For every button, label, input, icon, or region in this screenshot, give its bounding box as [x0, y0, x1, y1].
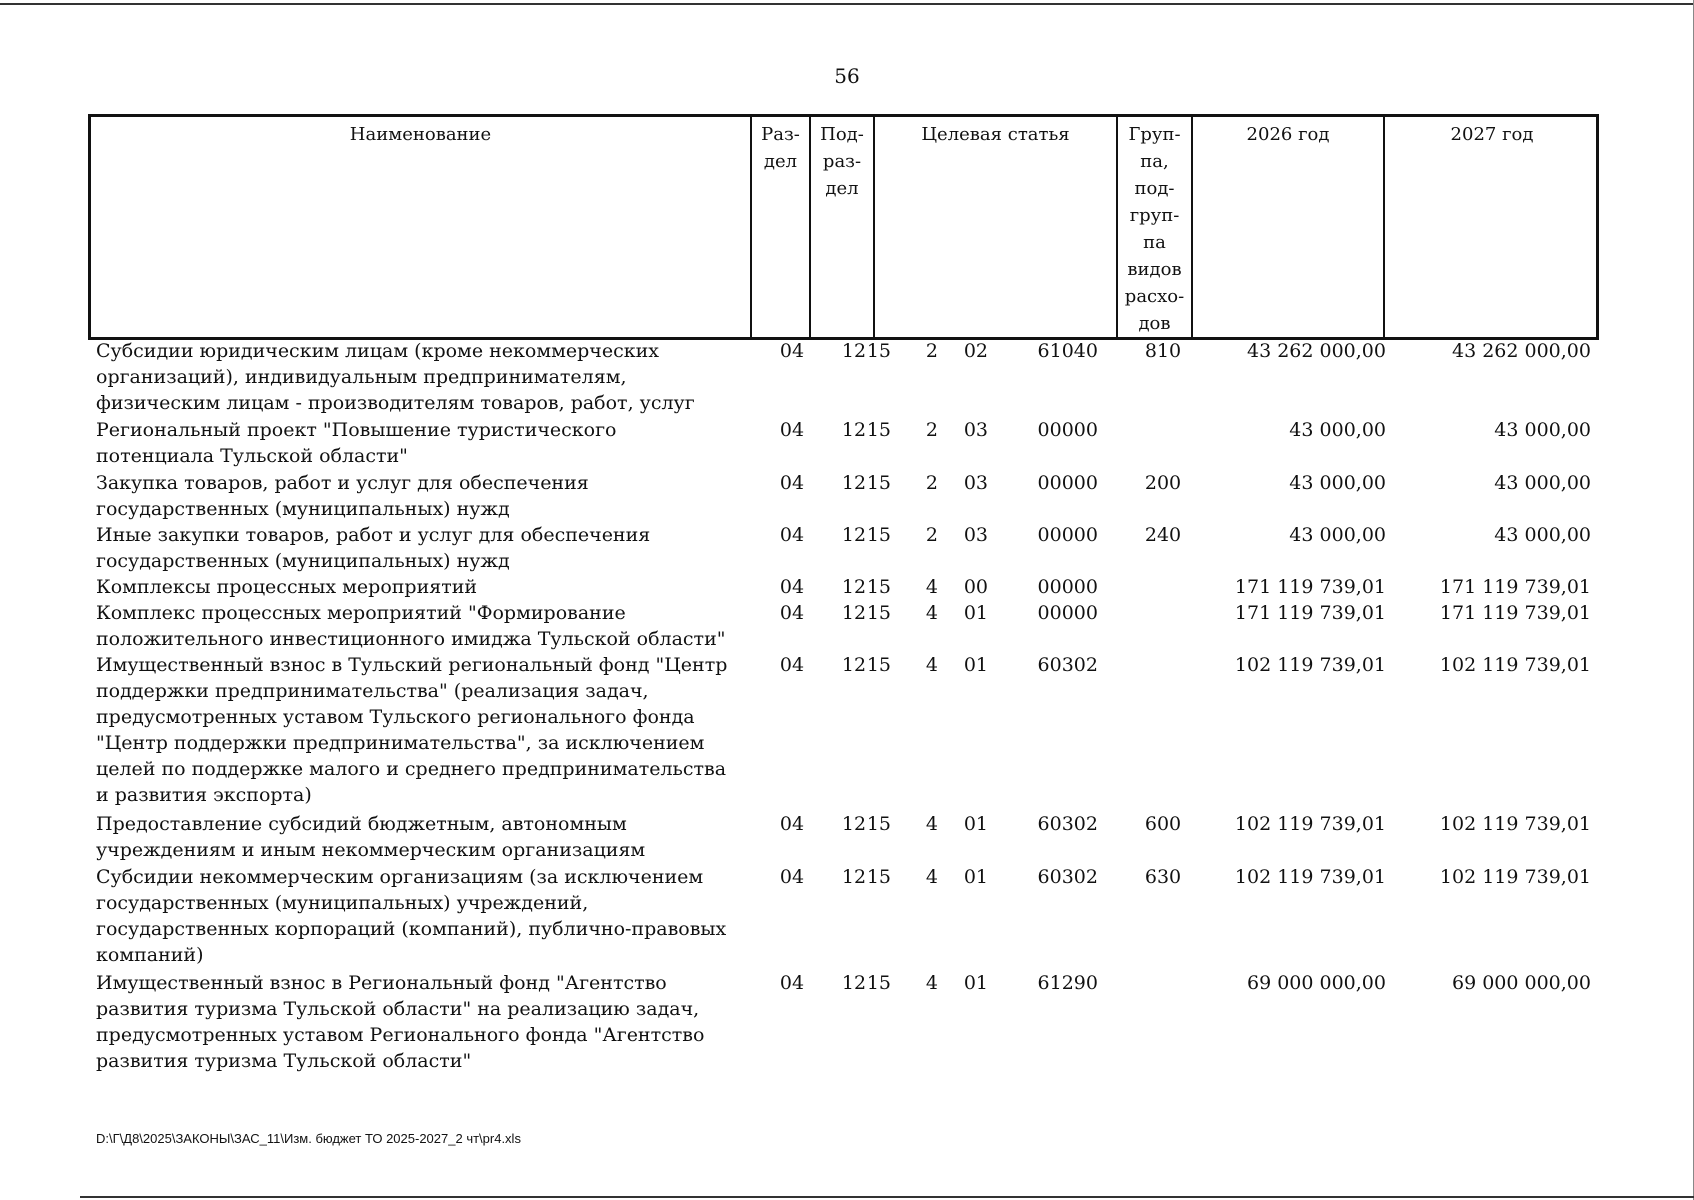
target-part2-cell: 4 [925, 576, 938, 598]
amount-2027-cell: 43 262 000,00 [1451, 340, 1591, 362]
amount-2026-cell: 102 119 739,01 [1234, 866, 1386, 888]
target-part2-cell: 4 [925, 972, 938, 994]
subsection-cell: 12 [841, 602, 867, 624]
target-part4-cell: 00000 [1037, 576, 1098, 598]
target-part1-cell: 15 [866, 602, 891, 624]
target-part1-cell: 15 [866, 576, 891, 598]
subsection-cell: 12 [841, 972, 867, 994]
amount-2027-cell: 171 119 739,01 [1439, 602, 1591, 624]
header-divider [1383, 117, 1385, 337]
target-part4-cell: 60302 [1037, 813, 1098, 835]
amount-2027-cell: 43 000,00 [1494, 472, 1591, 494]
amount-2027-cell: 171 119 739,01 [1439, 576, 1591, 598]
header-divider [873, 117, 875, 337]
target-part4-cell: 61040 [1037, 340, 1098, 362]
target-part1-cell: 15 [866, 472, 891, 494]
amount-2026-cell: 69 000 000,00 [1246, 972, 1386, 994]
target-part2-cell: 2 [925, 419, 938, 441]
target-part3-cell: 03 [963, 419, 988, 441]
header-section: Раз- дел [761, 124, 800, 172]
amount-2026-cell: 102 119 739,01 [1234, 813, 1386, 835]
target-part3-cell: 03 [963, 524, 988, 546]
amount-2026-cell: 43 262 000,00 [1246, 340, 1386, 362]
expense-group-cell: 600 [1144, 813, 1182, 835]
target-part1-cell: 15 [866, 524, 891, 546]
header-year-2026: 2026 год [1246, 124, 1330, 145]
subsection-cell: 12 [841, 524, 867, 546]
amount-2027-cell: 102 119 739,01 [1439, 813, 1591, 835]
target-part4-cell: 00000 [1037, 602, 1098, 624]
header-name: Наименование [349, 124, 492, 145]
target-part2-cell: 2 [925, 472, 938, 494]
section-cell: 04 [779, 472, 805, 494]
subsection-cell: 12 [841, 576, 867, 598]
amount-2026-cell: 43 000,00 [1289, 419, 1386, 441]
section-cell: 04 [779, 602, 805, 624]
row-name: Комплекс процессных мероприятий "Формирование положительного инвестиционного имиджа Тульской области" [96, 602, 726, 650]
amount-2027-cell: 102 119 739,01 [1439, 654, 1591, 676]
section-cell: 04 [779, 972, 805, 994]
target-part2-cell: 4 [925, 813, 938, 835]
amount-2026-cell: 171 119 739,01 [1234, 576, 1386, 598]
scan-border-top [0, 3, 1694, 5]
target-part3-cell: 01 [963, 972, 988, 994]
target-part2-cell: 4 [925, 654, 938, 676]
target-part4-cell: 60302 [1037, 654, 1098, 676]
amount-2026-cell: 171 119 739,01 [1234, 602, 1386, 624]
target-part3-cell: 01 [963, 866, 988, 888]
section-cell: 04 [779, 654, 805, 676]
amount-2027-cell: 69 000 000,00 [1451, 972, 1591, 994]
row-name: Комплексы процессных мероприятий [96, 576, 478, 598]
header-year-2027: 2027 год [1450, 124, 1534, 145]
amount-2027-cell: 43 000,00 [1494, 524, 1591, 546]
table-header [88, 114, 1599, 340]
target-part3-cell: 01 [963, 654, 988, 676]
expense-group-cell: 630 [1144, 866, 1182, 888]
target-part3-cell: 03 [963, 472, 988, 494]
amount-2027-cell: 102 119 739,01 [1439, 866, 1591, 888]
subsection-cell: 12 [841, 340, 867, 362]
target-part3-cell: 02 [963, 340, 988, 362]
file-path: D:\Г\Д8\2025\ЗАКОНЫ\ЗАС_11\Изм. бюджет ТО 2025-2027_2 чт\pr4.xls [96, 1131, 521, 1146]
expense-group-cell: 200 [1144, 472, 1182, 494]
subsection-cell: 12 [841, 813, 867, 835]
target-part4-cell: 00000 [1037, 472, 1098, 494]
header-subsection: Под- раз- дел [820, 124, 864, 199]
header-expense-group: Груп- па, под- груп- па видов расхо- дов [1124, 124, 1185, 334]
target-part4-cell: 61290 [1037, 972, 1098, 994]
target-part2-cell: 4 [925, 866, 938, 888]
target-part2-cell: 2 [925, 524, 938, 546]
target-part1-cell: 15 [866, 419, 891, 441]
section-cell: 04 [779, 866, 805, 888]
target-part2-cell: 2 [925, 340, 938, 362]
target-part4-cell: 00000 [1037, 419, 1098, 441]
row-name: Закупка товаров, работ и услуг для обеспечения государственных (муниципальных) нужд [96, 472, 589, 520]
amount-2026-cell: 43 000,00 [1289, 472, 1386, 494]
row-name: Имущественный взнос в Региональный фонд "Агентство развития туризма Тульской области" на реализацию задач, предусмотренных уставом Регионального фонда "Агентство развития туризма Тульской области" [96, 972, 705, 1072]
header-target-article: Целевая статья [921, 124, 1070, 145]
subsection-cell: 12 [841, 419, 867, 441]
target-part1-cell: 15 [866, 654, 891, 676]
row-name: Региональный проект "Повышение туристического потенциала Тульской области" [96, 419, 617, 467]
subsection-cell: 12 [841, 472, 867, 494]
amount-2026-cell: 43 000,00 [1289, 524, 1386, 546]
scan-border-bottom [80, 1196, 1694, 1198]
subsection-cell: 12 [841, 654, 867, 676]
subsection-cell: 12 [841, 866, 867, 888]
target-part1-cell: 15 [866, 866, 891, 888]
amount-2026-cell: 102 119 739,01 [1234, 654, 1386, 676]
section-cell: 04 [779, 419, 805, 441]
amount-2027-cell: 43 000,00 [1494, 419, 1591, 441]
target-part4-cell: 60302 [1037, 866, 1098, 888]
target-part3-cell: 01 [963, 813, 988, 835]
expense-group-cell: 240 [1144, 524, 1182, 546]
target-part3-cell: 01 [963, 602, 988, 624]
target-part2-cell: 4 [925, 602, 938, 624]
row-name: Иные закупки товаров, работ и услуг для обеспечения государственных (муниципальных) нужд [96, 524, 651, 572]
target-part3-cell: 00 [963, 576, 988, 598]
page-number: 56 [834, 64, 860, 88]
target-part1-cell: 15 [866, 972, 891, 994]
target-part4-cell: 00000 [1037, 524, 1098, 546]
section-cell: 04 [779, 813, 805, 835]
section-cell: 04 [779, 576, 805, 598]
row-name: Субсидии некоммерческим организациям (за исключением государственных (муниципальных) учреждений, государственных корпораций (компаний), публично-правовых компаний) [96, 866, 727, 966]
expense-group-cell: 810 [1144, 340, 1182, 362]
target-part1-cell: 15 [866, 340, 891, 362]
row-name: Субсидии юридическим лицам (кроме некоммерческих организаций), индивидуальным предпринимателям, физическим лицам - производителям товаров, работ, услуг [96, 340, 695, 414]
row-name: Имущественный взнос в Тульский региональный фонд "Центр поддержки предпринимательства" (реализация задач, предусмотренных уставом Тульского регионального фонда "Центр поддержки предпринимательства", за исключением целей по поддержке малого и среднего предпринимательства и развития экспорта) [96, 654, 728, 806]
header-divider [1191, 117, 1193, 337]
row-name: Предоставление субсидий бюджетным, автономным учреждениям и иным некоммерческим организациям [96, 813, 646, 861]
target-part1-cell: 15 [866, 813, 891, 835]
section-cell: 04 [779, 340, 805, 362]
section-cell: 04 [779, 524, 805, 546]
